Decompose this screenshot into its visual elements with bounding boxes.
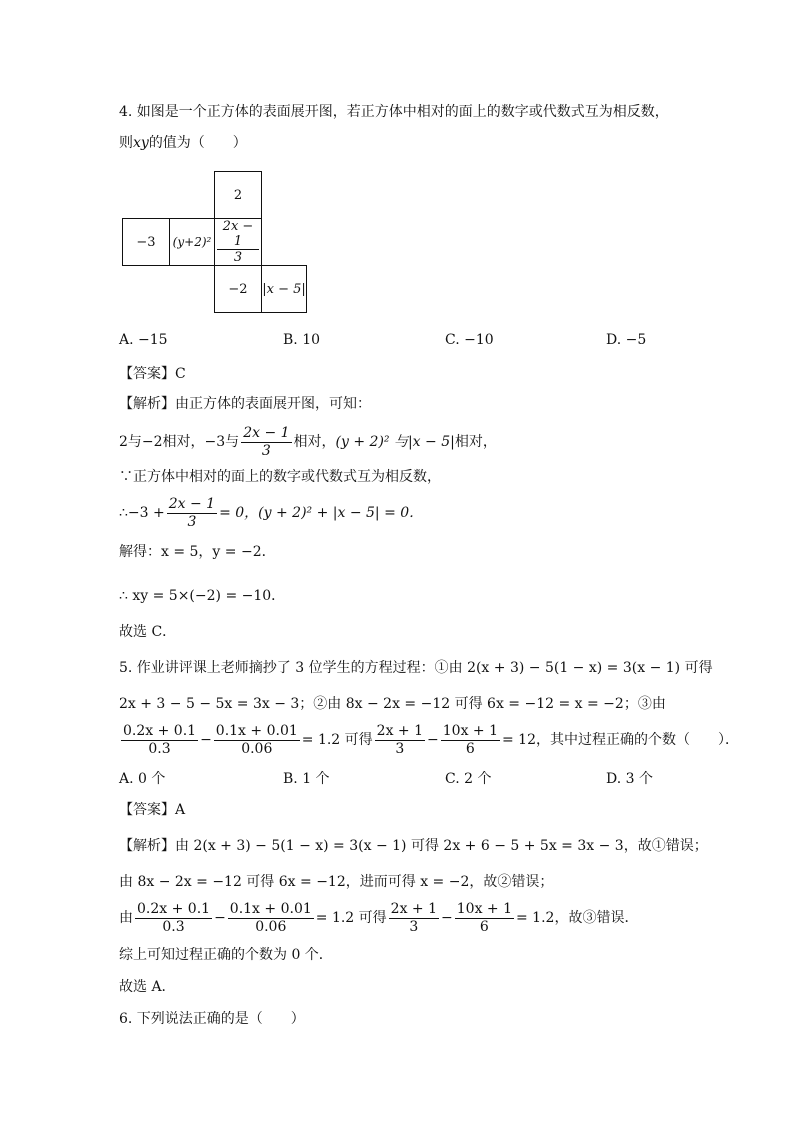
- q5-analysis-l2: 由 8x − 2x = −12 可得 6x = −12，进而可得 x = −2，故②错误；: [119, 874, 554, 890]
- q4-option-b: B. 10: [283, 332, 321, 348]
- q4-analysis-l7: 故选 C．: [119, 624, 177, 640]
- q4-analysis-l4: ∴−3 + $\frac{2x - 1}{3}$ = 0，(y + 2)² + |x − 5| = 0．: [119, 495, 424, 530]
- q4-option-a: A. −15: [119, 332, 168, 348]
- q4-analysis-l6: ∴ xy = 5×(−2) = −10．: [119, 588, 286, 604]
- q6-stem: 6. 下列说法正确的是（ ）: [119, 1011, 305, 1027]
- q5-stem-l1: 5. 作业讲评课上老师摘抄了 3 位学生的方程过程：①由 2(x + 3) − 5(1 − x) = 3(x − 1) 可得: [119, 660, 713, 676]
- net-face-left: −3: [122, 218, 170, 266]
- net-face-center: [214, 218, 262, 266]
- q5-option-b: B. 1 个: [283, 771, 330, 787]
- q4-stem-post: 的值为（ ）: [148, 135, 247, 151]
- q5-analysis-l4: 综上可知过程正确的个数为 0 个．: [119, 947, 333, 963]
- q5-answer: 【答案】A: [119, 802, 186, 818]
- q4-analysis-l1: 【解析】由正方体的表面展开图，可知：: [119, 396, 371, 412]
- net-center-den: 3: [233, 250, 243, 265]
- q4-option-c: C. −10: [445, 332, 494, 348]
- q5-option-d: D. 3 个: [606, 771, 653, 787]
- q5-stem-l2: 2x + 3 − 5 − 5x = 3x − 3；②由 8x − 2x = −12 可得 6x = −12 = x = −2；③由: [119, 696, 666, 712]
- q4-option-d: D. −5: [606, 332, 647, 348]
- q5-analysis-l3: 由 $\frac{0.2x + 0.1}{0.3}$ − $\frac{0.1x + 0.01}{0.06}$ = 1.2 可得 $\frac{2x + 1}{3}$ − $\frac{10x + 1}{6}$ = 1.2，故③错误．: [119, 900, 639, 935]
- q4-analysis-l2: 2与−2相对，−3与 $\frac{2x - 1}{3}$ 相对，(y + 2)² 与|x − 5|相对，: [119, 424, 497, 459]
- q5-option-c: C. 2 个: [445, 771, 492, 787]
- q5-analysis-l5: 故选 A．: [119, 979, 176, 995]
- q4-answer: 【答案】C: [119, 366, 186, 382]
- q5-stem-l3: $\frac{0.2x + 0.1}{0.3}$ − $\frac{0.1x + 0.01}{0.06}$ = 1.2 可得 $\frac{2x + 1}{3}$ − $\frac{10x + 1}{6}$ = 12，其中过程正确的个数（ ）．: [123, 722, 739, 757]
- net-center-num: 2x − 1: [217, 219, 259, 250]
- net-face-top: 2: [214, 171, 262, 219]
- net-face-right: |x − 5|: [261, 265, 307, 313]
- q4-stem-pre: 则: [119, 135, 133, 151]
- q4-analysis-l5: 解得：x = 5，y = −2．: [119, 544, 276, 560]
- net-face-left2: (y+2)²: [169, 218, 215, 266]
- q5-analysis-l1: 【解析】由 2(x + 3) − 5(1 − x) = 3(x − 1) 可得 2x + 6 − 5 + 5x = 3x − 3，故①错误；: [119, 838, 708, 854]
- q4-analysis-l3: ∵正方体中相对的面上的数字或代数式互为相反数，: [119, 469, 441, 485]
- net-face-bottom: −2: [214, 265, 262, 313]
- q4-stem-var: xy: [133, 135, 149, 151]
- q5-option-a: A. 0 个: [119, 771, 166, 787]
- q4-stem-line1: 4. 如图是一个正方体的表面展开图，若正方体中相对的面上的数字或代数式互为相反数，: [119, 104, 669, 120]
- q4-stem-line2: [119, 133, 247, 153]
